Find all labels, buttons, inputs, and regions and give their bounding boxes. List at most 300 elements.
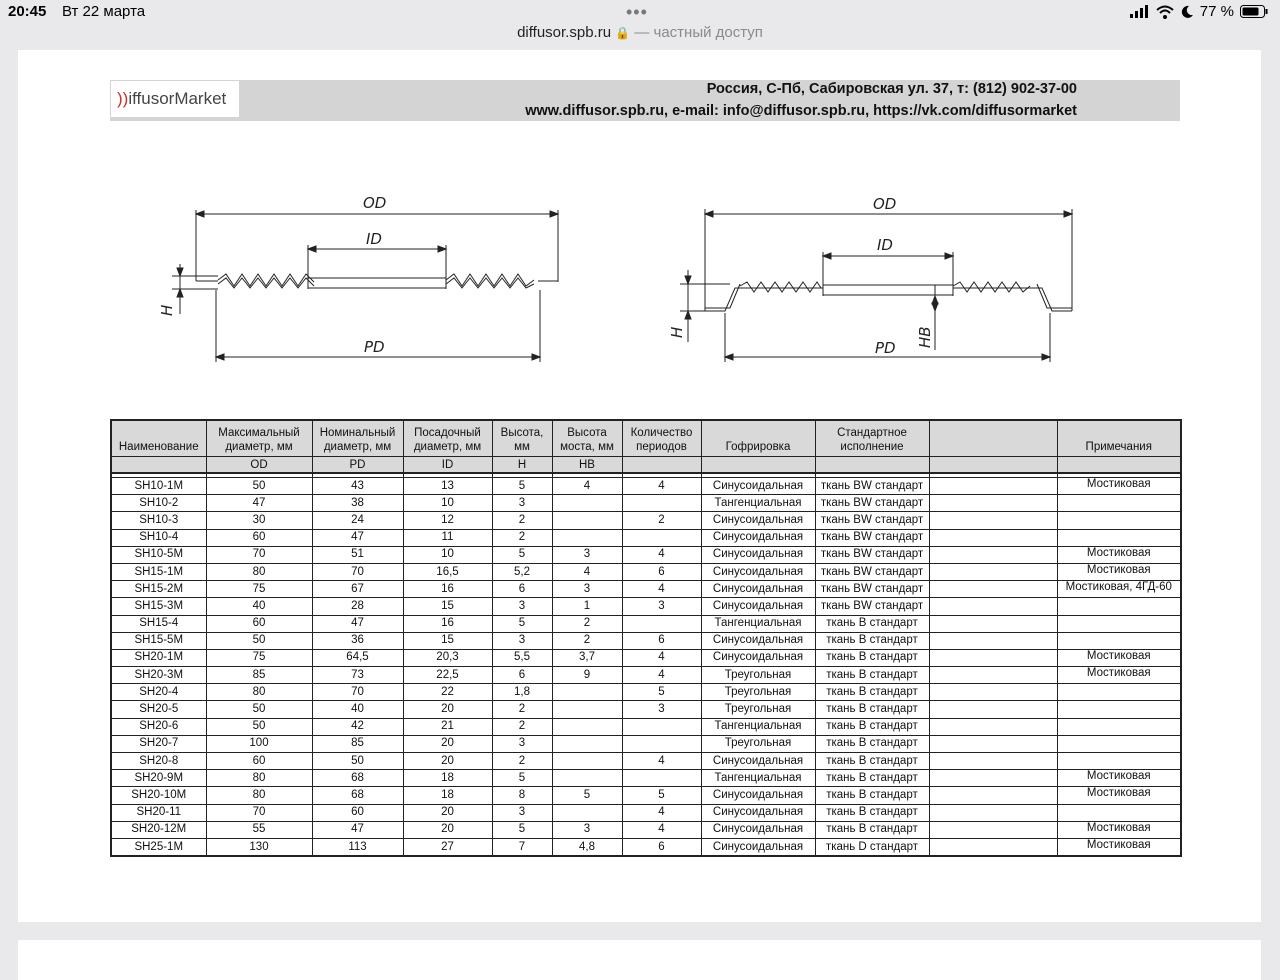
table-cell: 5 — [492, 478, 552, 495]
table-cell: ткань B стандарт — [815, 770, 929, 787]
table-cell: ткань BW стандарт — [815, 546, 929, 563]
table-cell: 20 — [403, 701, 492, 718]
table-cell: Синусоидальная — [701, 632, 815, 649]
table-cell — [552, 684, 622, 701]
table-cell: 20 — [403, 753, 492, 770]
table-cell: 64,5 — [312, 649, 403, 666]
table-cell: 3 — [492, 598, 552, 615]
table-cell: 85 — [312, 735, 403, 752]
table-cell — [929, 581, 1057, 598]
table-cell: 60 — [206, 615, 312, 632]
table-row — [111, 598, 1181, 615]
table-cell: ткань B стандарт — [815, 632, 929, 649]
table-cell: SH20-7 — [111, 735, 206, 752]
table-cell: Синусоидальная — [701, 581, 815, 598]
table-cell: SH20-12M — [111, 821, 206, 838]
table-cell: 85 — [206, 667, 312, 684]
table-cell: SH10-5M — [111, 546, 206, 563]
table-cell: 3,7 — [552, 649, 622, 666]
table-cell — [929, 718, 1057, 735]
table-cell: 3 — [622, 598, 701, 615]
column-header: Стандартное исполнение — [815, 420, 929, 457]
table-cell — [1057, 529, 1181, 546]
table-cell: Тангенциальная — [701, 615, 815, 632]
table-cell: Треугольная — [701, 701, 815, 718]
column-symbol: ID — [403, 457, 492, 474]
table-cell: 6 — [622, 838, 701, 856]
table-cell: Тангенциальная — [701, 495, 815, 512]
table-cell — [552, 804, 622, 821]
column-header: Гофрировка — [701, 420, 815, 457]
column-header — [929, 420, 1057, 457]
table-cell — [552, 495, 622, 512]
table-cell: 73 — [312, 667, 403, 684]
table-cell — [1057, 632, 1181, 649]
table-cell: 47 — [312, 615, 403, 632]
table-cell: SH15-1M — [111, 563, 206, 580]
table-cell: 50 — [206, 478, 312, 495]
table-cell — [929, 753, 1057, 770]
table-cell: 70 — [206, 546, 312, 563]
multitask-dots-icon[interactable]: ••• — [626, 2, 648, 22]
table-cell: ткань B стандарт — [815, 821, 929, 838]
header-address: Россия, С-Пб, Сабировская ул. 37, т: (812) 902-37-00 — [706, 81, 1077, 97]
table-cell: SH15-2M — [111, 581, 206, 598]
table-row — [111, 684, 1181, 701]
table-cell: ткань BW стандарт — [815, 529, 929, 546]
table-cell: 100 — [206, 735, 312, 752]
table-cell: SH20-4 — [111, 684, 206, 701]
table-cell: SH20-3M — [111, 667, 206, 684]
table-cell: SH20-8 — [111, 753, 206, 770]
table-cell: 70 — [312, 684, 403, 701]
table-row — [111, 512, 1181, 529]
table-cell — [622, 735, 701, 752]
table-cell: 50 — [206, 701, 312, 718]
table-row — [111, 787, 1181, 804]
table-row — [111, 804, 1181, 821]
table-cell — [1057, 495, 1181, 512]
label-od-left: OD — [363, 194, 387, 212]
table-cell: 3 — [492, 495, 552, 512]
table-cell — [1057, 684, 1181, 701]
table-cell: 5 — [622, 787, 701, 804]
table-cell — [929, 495, 1057, 512]
table-cell: 67 — [312, 581, 403, 598]
table-cell: 10 — [403, 546, 492, 563]
table-row — [111, 495, 1181, 512]
table-cell: Синусоидальная — [701, 804, 815, 821]
table-cell: 4 — [622, 478, 701, 495]
column-header: Высота моста, мм — [552, 420, 622, 457]
table-cell: 40 — [206, 598, 312, 615]
table-cell: 2 — [552, 632, 622, 649]
table-cell: 80 — [206, 563, 312, 580]
table-cell: 6 — [622, 632, 701, 649]
column-header: Наименование — [111, 420, 206, 457]
table-cell — [1057, 753, 1181, 770]
table-cell — [929, 478, 1057, 495]
column-symbol — [1057, 457, 1181, 474]
table-cell: 13 — [403, 478, 492, 495]
table-cell — [622, 718, 701, 735]
table-cell — [929, 598, 1057, 615]
table-cell: SH15-3M — [111, 598, 206, 615]
table-cell: 38 — [312, 495, 403, 512]
table-cell: Мостиковая — [1057, 770, 1181, 787]
table-cell: 2 — [492, 512, 552, 529]
table-cell: 2 — [552, 615, 622, 632]
label-pd-left: PD — [364, 338, 385, 356]
table-cell: Мостиковая, 4ГД-60 — [1057, 581, 1181, 598]
label-od-right: OD — [873, 195, 897, 213]
column-symbol: HB — [552, 457, 622, 474]
table-cell — [929, 821, 1057, 838]
table-cell: 42 — [312, 718, 403, 735]
table-cell — [1057, 718, 1181, 735]
table-cell — [552, 701, 622, 718]
table-cell: Синусоидальная — [701, 787, 815, 804]
table-cell: Мостиковая — [1057, 546, 1181, 563]
table-row — [111, 546, 1181, 563]
header-contacts: www.diffusor.spb.ru, e-mail: info@diffusor.spb.ru, https://vk.com/diffusormarket — [525, 103, 1077, 119]
table-cell: ткань BW стандарт — [815, 512, 929, 529]
table-cell: 10 — [403, 495, 492, 512]
table-cell: 20 — [403, 735, 492, 752]
table-cell: 12 — [403, 512, 492, 529]
table-cell: 1 — [552, 598, 622, 615]
table-cell — [1057, 735, 1181, 752]
table-cell: Мостиковая — [1057, 563, 1181, 580]
table-cell: Мостиковая — [1057, 478, 1181, 495]
table-row — [111, 581, 1181, 598]
table-cell — [552, 735, 622, 752]
logo-mark: )) — [117, 89, 129, 108]
table-cell: 5 — [492, 546, 552, 563]
table-cell: ткань B стандарт — [815, 684, 929, 701]
table-cell: ткань BW стандарт — [815, 478, 929, 495]
table-cell: 2 — [622, 512, 701, 529]
table-cell — [929, 701, 1057, 718]
label-h-left: H — [158, 304, 176, 316]
table-cell: SH10-2 — [111, 495, 206, 512]
table-cell — [622, 615, 701, 632]
table-cell: Синусоидальная — [701, 838, 815, 856]
column-symbol: H — [492, 457, 552, 474]
column-header: Посадочный диаметр, мм — [403, 420, 492, 457]
table-cell: SH20-1M — [111, 649, 206, 666]
table-cell: 36 — [312, 632, 403, 649]
table-cell: 3 — [552, 546, 622, 563]
table-cell — [929, 804, 1057, 821]
table-cell: ткань B стандарт — [815, 667, 929, 684]
table-row — [111, 753, 1181, 770]
table-cell: 4 — [622, 821, 701, 838]
table-cell: Мостиковая — [1057, 821, 1181, 838]
table-row — [111, 632, 1181, 649]
table-cell: ткань BW стандарт — [815, 563, 929, 580]
table-cell: Мостиковая — [1057, 838, 1181, 856]
table-cell — [929, 684, 1057, 701]
table-cell: SH20-5 — [111, 701, 206, 718]
table-cell: 4 — [622, 546, 701, 563]
table-cell: 16 — [403, 581, 492, 598]
table-row — [111, 529, 1181, 546]
table-cell: 4 — [622, 649, 701, 666]
table-cell — [552, 529, 622, 546]
column-symbol — [111, 457, 206, 474]
table-cell: 18 — [403, 787, 492, 804]
table-cell: 55 — [206, 821, 312, 838]
table-row — [111, 615, 1181, 632]
table-cell: 60 — [312, 804, 403, 821]
table-cell: 3 — [492, 632, 552, 649]
table-cell — [622, 495, 701, 512]
status-date: Вт 22 марта — [62, 3, 146, 20]
table-cell: Синусоидальная — [701, 821, 815, 838]
table-cell — [1057, 701, 1181, 718]
table-cell: 20,3 — [403, 649, 492, 666]
label-pd-right: PD — [875, 339, 896, 357]
battery-percent: 77 % — [1199, 3, 1234, 20]
table-cell: Синусоидальная — [701, 546, 815, 563]
table-cell: Треугольная — [701, 684, 815, 701]
table-cell: ткань B стандарт — [815, 753, 929, 770]
table-cell: 2 — [492, 718, 552, 735]
table-cell: 27 — [403, 838, 492, 856]
table-cell: Синусоидальная — [701, 649, 815, 666]
table-cell: 3 — [552, 821, 622, 838]
table-cell: ткань BW стандарт — [815, 598, 929, 615]
column-symbol — [815, 457, 929, 474]
table-cell: ткань B стандарт — [815, 787, 929, 804]
logo-text: iffusorMarket — [128, 89, 227, 108]
table-cell: 20 — [403, 821, 492, 838]
table-cell — [552, 753, 622, 770]
table-cell — [1057, 804, 1181, 821]
table-cell: Треугольная — [701, 667, 815, 684]
table-cell: 16,5 — [403, 563, 492, 580]
table-cell: Треугольная — [701, 735, 815, 752]
table-cell: SH10-4 — [111, 529, 206, 546]
table-cell: 80 — [206, 684, 312, 701]
column-symbol: OD — [206, 457, 312, 474]
table-row — [111, 770, 1181, 787]
table-row — [111, 735, 1181, 752]
table-cell: 1,8 — [492, 684, 552, 701]
column-symbol — [929, 457, 1057, 474]
table-cell: 4 — [622, 667, 701, 684]
table-cell: ткань B стандарт — [815, 735, 929, 752]
table-cell: 15 — [403, 632, 492, 649]
label-h-right: H — [668, 326, 686, 338]
table-cell — [929, 770, 1057, 787]
table-cell: 60 — [206, 753, 312, 770]
label-id-left: ID — [366, 230, 382, 248]
table-cell: 11 — [403, 529, 492, 546]
table-cell — [929, 838, 1057, 856]
table-cell: SH20-10M — [111, 787, 206, 804]
table-cell: Синусоидальная — [701, 478, 815, 495]
table-cell: 3 — [492, 735, 552, 752]
table-cell — [1057, 598, 1181, 615]
table-cell: Синусоидальная — [701, 753, 815, 770]
table-cell — [552, 718, 622, 735]
table-cell: Тангенциальная — [701, 718, 815, 735]
column-header: Максимальный диаметр, мм — [206, 420, 312, 457]
table-cell: 70 — [312, 563, 403, 580]
table-cell: 7 — [492, 838, 552, 856]
table-header-row — [111, 420, 1181, 457]
url-domain: diffusor.spb.ru — [517, 24, 612, 41]
table-cell: 4 — [622, 753, 701, 770]
table-row — [111, 667, 1181, 684]
table-cell: 2 — [492, 701, 552, 718]
table-cell: 3 — [622, 701, 701, 718]
column-header: Высота, мм — [492, 420, 552, 457]
table-cell: 113 — [312, 838, 403, 856]
table-cell: 47 — [312, 821, 403, 838]
table-cell: 130 — [206, 838, 312, 856]
table-cell: 6 — [622, 563, 701, 580]
table-cell: SH20-6 — [111, 718, 206, 735]
table-cell: 68 — [312, 787, 403, 804]
table-cell — [552, 770, 622, 787]
table-cell: Мостиковая — [1057, 787, 1181, 804]
table-cell: 6 — [492, 581, 552, 598]
table-cell: 2 — [492, 529, 552, 546]
column-header: Количество периодов — [622, 420, 701, 457]
table-cell: 6 — [492, 667, 552, 684]
table-cell: Синусоидальная — [701, 529, 815, 546]
table-cell — [929, 546, 1057, 563]
table-cell: SH10-3 — [111, 512, 206, 529]
table-cell: 5 — [622, 684, 701, 701]
table-cell: 4,8 — [552, 838, 622, 856]
table-cell: 75 — [206, 581, 312, 598]
table-cell: 30 — [206, 512, 312, 529]
table-row — [111, 821, 1181, 838]
table-cell: 3 — [552, 581, 622, 598]
table-cell: Синусоидальная — [701, 598, 815, 615]
table-cell — [622, 529, 701, 546]
table-cell: 15 — [403, 598, 492, 615]
table-cell: 21 — [403, 718, 492, 735]
table-cell: ткань B стандарт — [815, 804, 929, 821]
lock-icon: 🔒 — [615, 26, 631, 40]
table-cell: Мостиковая — [1057, 649, 1181, 666]
table-cell: 60 — [206, 529, 312, 546]
next-document-page — [18, 940, 1261, 980]
table-cell: 80 — [206, 787, 312, 804]
table-cell: Мостиковая — [1057, 667, 1181, 684]
table-cell: 5 — [492, 821, 552, 838]
table-cell: 9 — [552, 667, 622, 684]
table-cell: ткань B стандарт — [815, 649, 929, 666]
url-access-note: — частный доступ — [634, 24, 763, 41]
table-cell: SH15-5M — [111, 632, 206, 649]
table-cell: SH15-4 — [111, 615, 206, 632]
table-cell: 50 — [206, 718, 312, 735]
column-symbol: PD — [312, 457, 403, 474]
label-hb-right: HB — [916, 326, 934, 348]
table-cell — [929, 787, 1057, 804]
table-cell — [929, 615, 1057, 632]
table-cell: 5,5 — [492, 649, 552, 666]
table-cell: 47 — [206, 495, 312, 512]
table-cell — [929, 649, 1057, 666]
table-row — [111, 649, 1181, 666]
table-cell: 16 — [403, 615, 492, 632]
table-row — [111, 563, 1181, 580]
table-cell: 50 — [206, 632, 312, 649]
table-cell: 28 — [312, 598, 403, 615]
table-cell: ткань BW стандарт — [815, 581, 929, 598]
column-symbol — [701, 457, 815, 474]
table-row — [111, 478, 1181, 495]
table-cell — [929, 667, 1057, 684]
table-cell — [1057, 615, 1181, 632]
status-time: 20:45 — [8, 3, 47, 20]
table-cell: ткань BW стандарт — [815, 495, 929, 512]
table-cell — [622, 770, 701, 787]
table-cell: ткань B стандарт — [815, 615, 929, 632]
table-cell — [929, 632, 1057, 649]
table-cell: ткань B стандарт — [815, 718, 929, 735]
table-cell: ткань B стандарт — [815, 701, 929, 718]
table-cell: SH20-9M — [111, 770, 206, 787]
technical-drawing — [0, 0, 1280, 420]
label-id-right: ID — [877, 236, 893, 254]
table-cell: Тангенциальная — [701, 770, 815, 787]
table-cell: SH10-1M — [111, 478, 206, 495]
table-row — [111, 718, 1181, 735]
table-cell: 50 — [312, 753, 403, 770]
table-cell: 22,5 — [403, 667, 492, 684]
table-cell: 24 — [312, 512, 403, 529]
column-header: Примечания — [1057, 420, 1181, 457]
table-cell: 18 — [403, 770, 492, 787]
table-cell: 3 — [492, 804, 552, 821]
table-cell: Синусоидальная — [701, 512, 815, 529]
table-cell: 4 — [552, 478, 622, 495]
table-cell — [1057, 512, 1181, 529]
specification-table — [110, 419, 1182, 857]
table-cell — [929, 529, 1057, 546]
column-symbol — [622, 457, 701, 474]
table-cell: 5 — [492, 770, 552, 787]
table-cell: 4 — [552, 563, 622, 580]
table-cell: 20 — [403, 804, 492, 821]
table-cell: 5 — [492, 615, 552, 632]
table-cell: Синусоидальная — [701, 563, 815, 580]
table-row — [111, 838, 1181, 856]
table-cell: 43 — [312, 478, 403, 495]
table-cell: 47 — [312, 529, 403, 546]
table-cell: 2 — [492, 753, 552, 770]
table-cell — [552, 512, 622, 529]
table-cell — [929, 563, 1057, 580]
table-cell: 75 — [206, 649, 312, 666]
table-cell: 5 — [552, 787, 622, 804]
table-row — [111, 701, 1181, 718]
column-header: Номинальный диаметр, мм — [312, 420, 403, 457]
table-cell: 8 — [492, 787, 552, 804]
table-cell — [929, 512, 1057, 529]
table-cell: 4 — [622, 804, 701, 821]
table-subheader-row — [111, 457, 1181, 474]
table-cell: 70 — [206, 804, 312, 821]
